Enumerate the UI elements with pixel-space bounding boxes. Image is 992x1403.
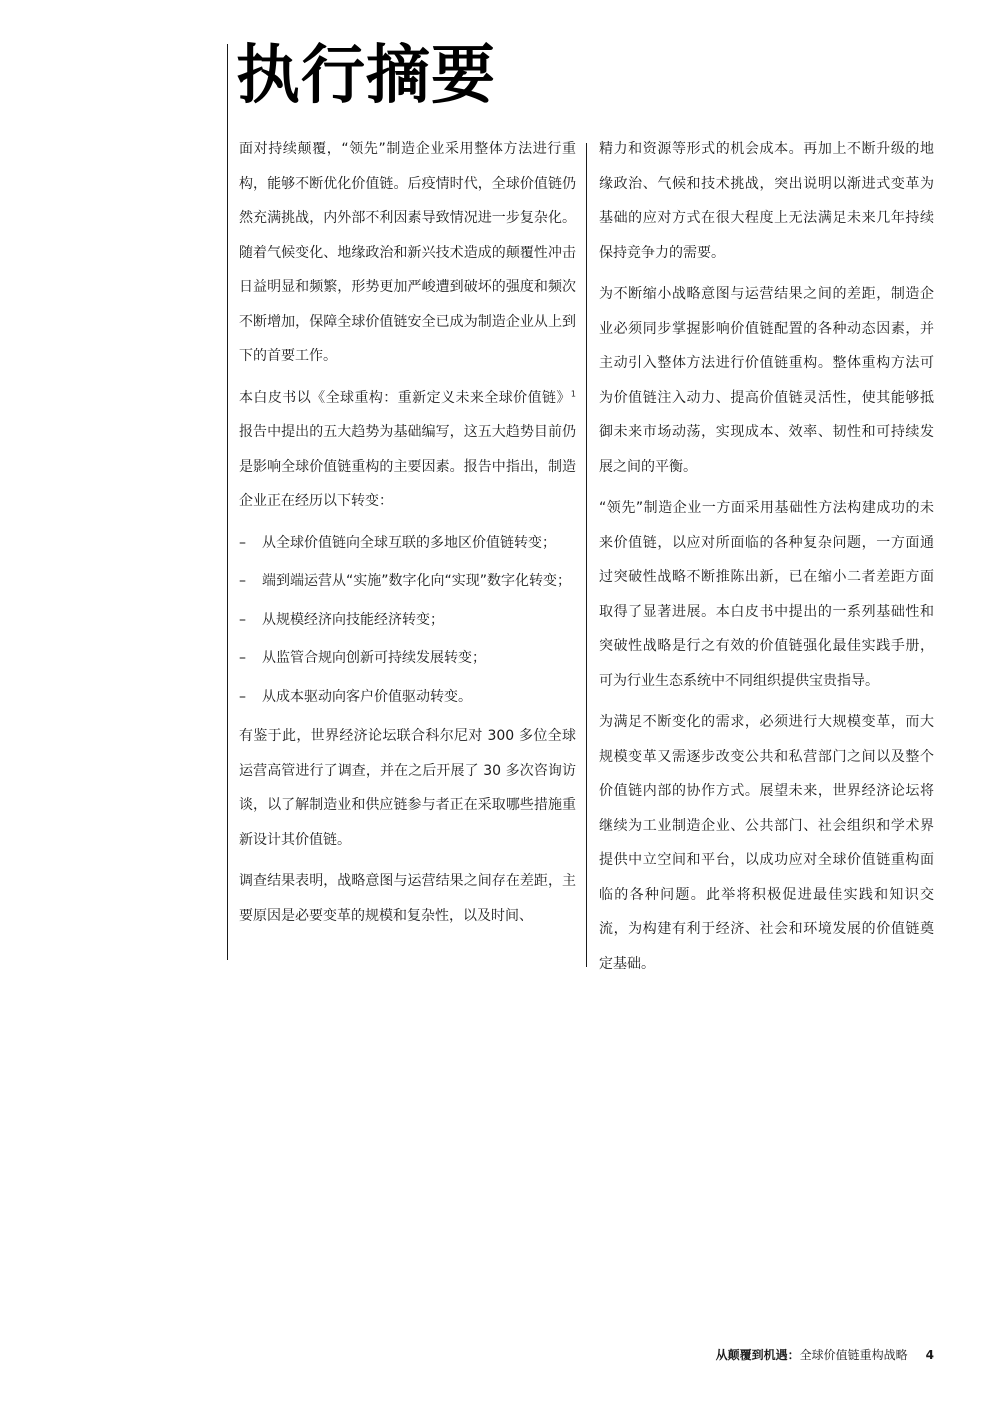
list-item [239,564,576,599]
list-item-text: 从监管合规向创新可持续发展转变； [262,650,486,666]
list-item-text: 端到端运营从“实施”数字化向“实现”数字化转变； [262,573,572,589]
dash-bullet: – [239,611,246,628]
paragraph: 面对持续颠覆，“领先”制造企业采用整体方法进行重构，能够不断优化价值链。后疫情时代，全球价值链仍然充满挑战，内外部不利因素导致情况进一步复杂化。随着气候变化、地缘政治和新兴技术造成的颠覆性冲击日益明显和频繁，形势更加严峻遭到破坏的强度和频次不断增加，保障全球价值链安全已成为制造企业从上到下的首要工作。 [239,141,576,364]
paragraph: 精力和资源等形式的机会成本。再加上不断升级的地缘政治、气候和技术挑战，突出说明以渐进式变革为基础的应对方式在很大程度上无法满足未来几年持续保持竞争力的需要。 [599,141,934,261]
paragraph: “领先”制造企业一方面采用基础性方法构建成功的未来价值链，以应对所面临的各种复杂问题，一方面通过突破性战略不断推陈出新，已在缩小二者差距方面取得了显著进展。本白皮书中提出的一系列基础性和突破性战略是行之有效的价值链强化最佳实践手册，可为行业生态系统中不同组织提供宝贵指导。 [599,500,934,689]
list-item-text: 从成本驱动向客户价值驱动转变。 [262,688,472,705]
paragraph: 为不断缩小战略意图与运营结果之间的差距，制造企业必须同步掌握影响价值链配置的各种动态因素，并主动引入整体方法进行价值链重构。整体重构方法可为价值链注入动力、提高价值链灵活性，使其能够抵御未来市场动荡，实现成本、效率、韧性和可持续发展之间的平衡。 [599,286,934,475]
paragraph [239,381,576,519]
paragraph: 为满足不断变化的需求，必须进行大规模变革，而大规模变革又需逐步改变公共和私营部门之间以及整个价值链内部的协作方式。展望未来，世界经济论坛将继续为工业制造企业、公共部门、社会组织和学术界提供中立空间和平台，以成功应对全球价值链重构面临的各种问题。此举将积极促进最佳实践和知识交流，为构建有利于经济、社会和环境发展的价值链奠定基础。 [599,714,934,972]
paragraph-text: 本白皮书以《全球重构：重新定义未来全球价值链》 [239,389,571,406]
paragraph: 有鉴于此，世界经济论坛联合科尔尼对 300 多位全球运营高管进行了调查，并在之后开展了 30 多次咨询访谈，以了解制造业和供应链参与者正在采取哪些措施重新设计其价值链。 [239,728,576,848]
list-item [239,526,576,561]
footer-report-title: 从颠覆到机遇： [715,1348,800,1362]
left-column [239,132,576,940]
dash-bullet: – [239,688,246,705]
paragraph: 调查结果表明，战略意图与运营结果之间存在差距，主要原因是必要变革的规模和复杂性，以及时间、 [239,873,576,924]
dash-bullet: – [239,650,246,666]
dash-bullet: – [239,573,246,589]
column-divider-rule [586,143,587,967]
dash-bullet: – [239,534,246,551]
title-vertical-rule [227,44,228,960]
page-number: 4 [925,1348,934,1362]
list-item-text: 从全球价值链向全球互联的多地区价值链转变； [262,534,556,551]
bullet-list [239,526,576,715]
page-footer [716,1344,934,1366]
list-item-text: 从规模经济向技能经济转变； [262,611,444,628]
list-item [239,641,576,676]
list-item [239,603,576,638]
list-item [239,680,576,715]
right-column [599,132,934,988]
footer-report-subtitle: 全球价值链重构战略 [799,1348,908,1362]
paragraph-text: 报告中提出的五大趋势为基础编写，这五大趋势目前仍是影响全球价值链重构的主要因素。报告中指出，制造企业正在经历以下转变： [239,424,576,509]
footnote-ref[interactable]: 1 [570,388,576,398]
page-title: 执行摘要 [236,39,496,113]
